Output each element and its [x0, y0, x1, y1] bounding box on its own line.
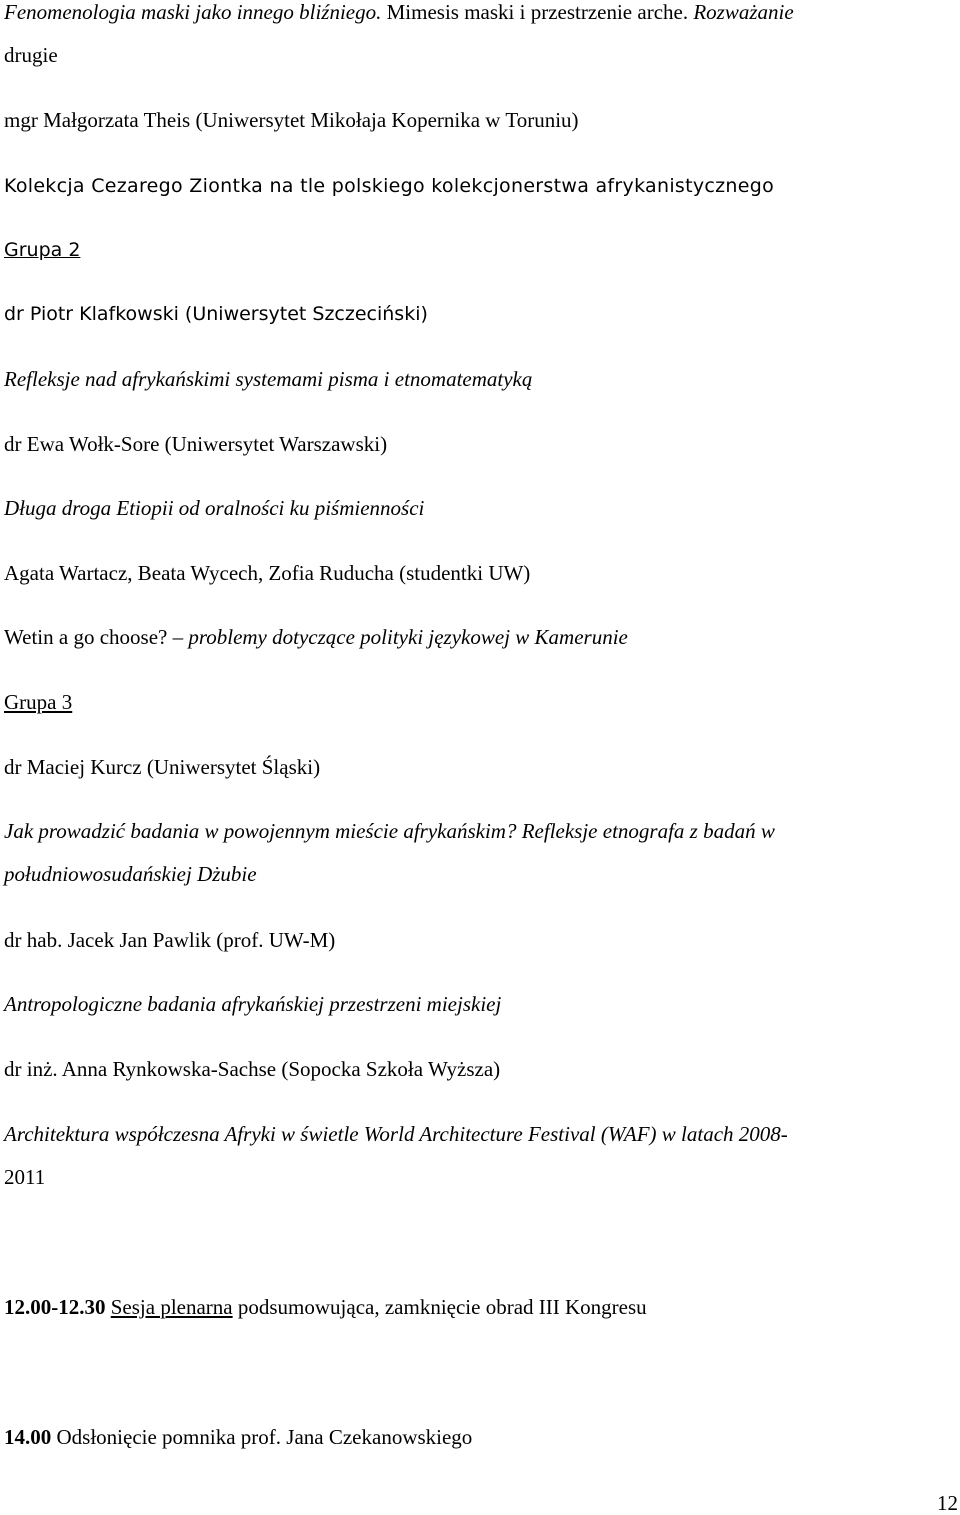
talk-title-rynkowska-sachse-cont: 2011 [4, 1165, 46, 1189]
line-session-title-cont: drugie [4, 43, 58, 67]
group-3-heading: Grupa 3 [4, 690, 73, 714]
talk-title-pawlik: Antropologiczne badania afrykańskiej przestrzeni miejskiej [4, 992, 502, 1016]
talk-title-kurcz: Jak prowadzić badania w powojennym mieście afrykańskim? Refleksje etnografa z badań w [4, 819, 775, 843]
group-2-heading: Grupa 2 [4, 239, 81, 261]
speaker-rynkowska-sachse: dr inż. Anna Rynkowska-Sachse (Sopocka Szkoła Wyższa) [4, 1057, 501, 1081]
talk-title-ziontek: Kolekcja Cezarego Ziontka na tle polskiego kolekcjonerstwa afrykanistycznego [4, 175, 775, 197]
speaker-wolk-sore: dr Ewa Wołk-Sore (Uniwersytet Warszawski) [4, 432, 388, 456]
agenda-monument-unveiling: 14.00 Odsłonięcie pomnika prof. Jana Czekanowskiego [4, 1425, 473, 1449]
speaker-theis: mgr Małgorzata Theis (Uniwersytet Mikołaja Kopernika w Toruniu) [4, 108, 579, 132]
time-plenary: 12.00-12.30 [4, 1295, 106, 1319]
speaker-students-uw: Agata Wartacz, Beata Wycech, Zofia Ruducha (studentki UW) [4, 561, 531, 585]
agenda-plenary-session: 12.00-12.30 Sesja plenarna podsumowująca, zamknięcie obrad III Kongresu [4, 1295, 647, 1319]
page-number: 12 [937, 1491, 958, 1515]
line-session-title: Fenomenologia maski jako innego bliźniego. Mimesis maski i przestrzenie arche. Rozważanie [4, 0, 794, 24]
talk-title-rynkowska-sachse: Architektura współczesna Afryki w świetle World Architecture Festival (WAF) w latach 2008- [4, 1122, 788, 1146]
talk-title-klafkowski: Refleksje nad afrykańskimi systemami pisma i etnomatematyką [4, 367, 533, 391]
speaker-klafkowski: dr Piotr Klafkowski (Uniwersytet Szczeciński) [4, 303, 428, 325]
talk-title-kurcz-cont: południowosudańskiej Dżubie [4, 862, 257, 886]
speaker-pawlik: dr hab. Jacek Jan Pawlik (prof. UW-M) [4, 928, 336, 952]
speaker-kurcz: dr Maciej Kurcz (Uniwersytet Śląski) [4, 755, 321, 779]
talk-title-wetin: Wetin a go choose? – problemy dotyczące polityki językowej w Kamerunie [4, 625, 628, 649]
time-monument: 14.00 [4, 1425, 52, 1449]
talk-title-wolk-sore: Długa droga Etiopii od oralności ku piśmienności [4, 496, 425, 520]
plenary-session-label: Sesja plenarna [110, 1295, 233, 1319]
